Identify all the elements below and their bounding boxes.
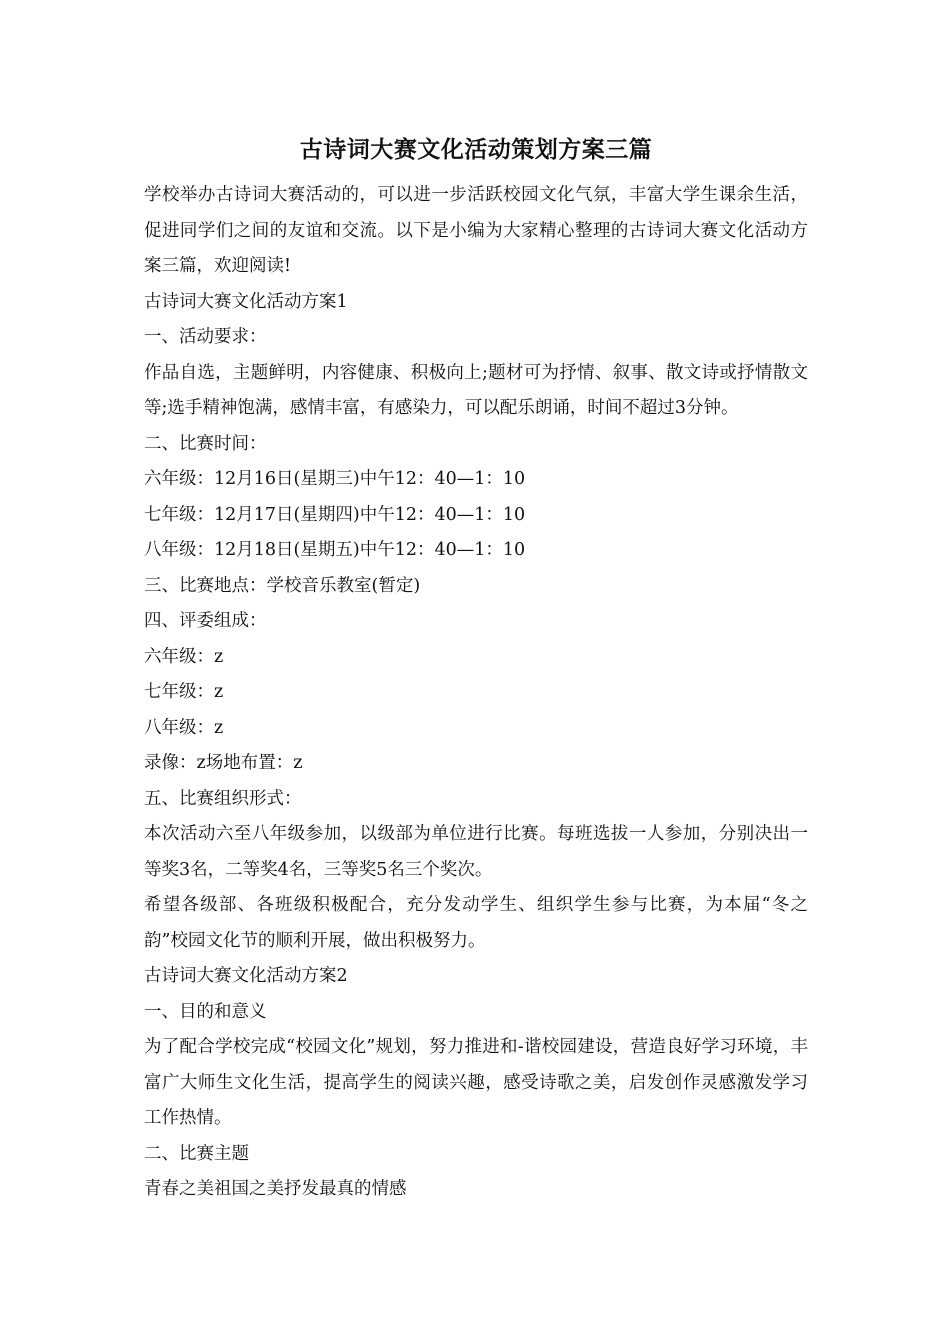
subheading-purpose: 一、目的和意义 xyxy=(144,1001,267,1022)
paragraph-theme: 青春之美祖国之美抒发最真的情感 xyxy=(144,1179,407,1199)
subheading-theme: 二、比赛主题 xyxy=(144,1143,249,1164)
subheading-time: 二、比赛时间： xyxy=(144,433,267,454)
paragraph-cooperation: 希望各级部、各班级积极配合，充分发动学生、组织学生参与比赛，为本届“冬之韵”校园文化节的顺利开展，做出积极努力。 xyxy=(144,895,808,951)
schedule-grade-8: 八年级：12月18日(星期五)中午12：40—1：10 xyxy=(144,540,526,560)
section-heading-plan-1: 古诗词大赛文化活动方案1 xyxy=(144,291,348,312)
subheading-location: 三、比赛地点：学校音乐教室(暂定) xyxy=(144,575,421,596)
subheading-requirements: 一、活动要求： xyxy=(144,327,267,347)
subheading-judges: 四、评委组成： xyxy=(144,611,267,631)
paragraph-requirements: 作品自选，主题鲜明，内容健康、积极向上;题材可为抒情、叙事、散文诗或抒情散文等;选手精神饱满，感情丰富，有感染力，可以配乐朗诵，时间不超过3分钟。 xyxy=(144,362,808,418)
staff-video-venue: 录像：z场地布置：z xyxy=(144,753,303,773)
section-heading-plan-2: 古诗词大赛文化活动方案2 xyxy=(144,966,348,986)
judges-grade-8: 八年级：z xyxy=(144,717,224,738)
judges-grade-6: 六年级：z xyxy=(144,646,224,667)
paragraph-purpose: 为了配合学校完成“校园文化”规划，努力推进和-谐校园建设，营造良好学习环境，丰富广大师生文化生活，提高学生的阅读兴趣，感受诗歌之美，启发创作灵感激发学习工作热情。 xyxy=(144,1037,808,1128)
document-page xyxy=(144,128,808,1208)
schedule-grade-6: 六年级：12月16日(星期三)中午12：40—1：10 xyxy=(144,469,526,489)
paragraph-format: 本次活动六至八年级参加，以级部为单位进行比赛。每班选拔一人参加，分别决出一等奖3名，二等奖4名，三等奖5名三个奖次。 xyxy=(144,824,808,880)
intro-paragraph: 学校举办古诗词大赛活动的，可以进一步活跃校园文化气氛，丰富大学生课余生活，促进同学们之间的友谊和交流。以下是小编为大家精心整理的古诗词大赛文化活动方案三篇，欢迎阅读! xyxy=(144,185,808,276)
schedule-grade-7: 七年级：12月17日(星期四)中午12：40—1：10 xyxy=(144,504,526,525)
judges-grade-7: 七年级：z xyxy=(144,682,224,702)
subheading-format: 五、比赛组织形式： xyxy=(144,788,302,809)
document-title: 古诗词大赛文化活动策划方案三篇 xyxy=(299,136,653,163)
